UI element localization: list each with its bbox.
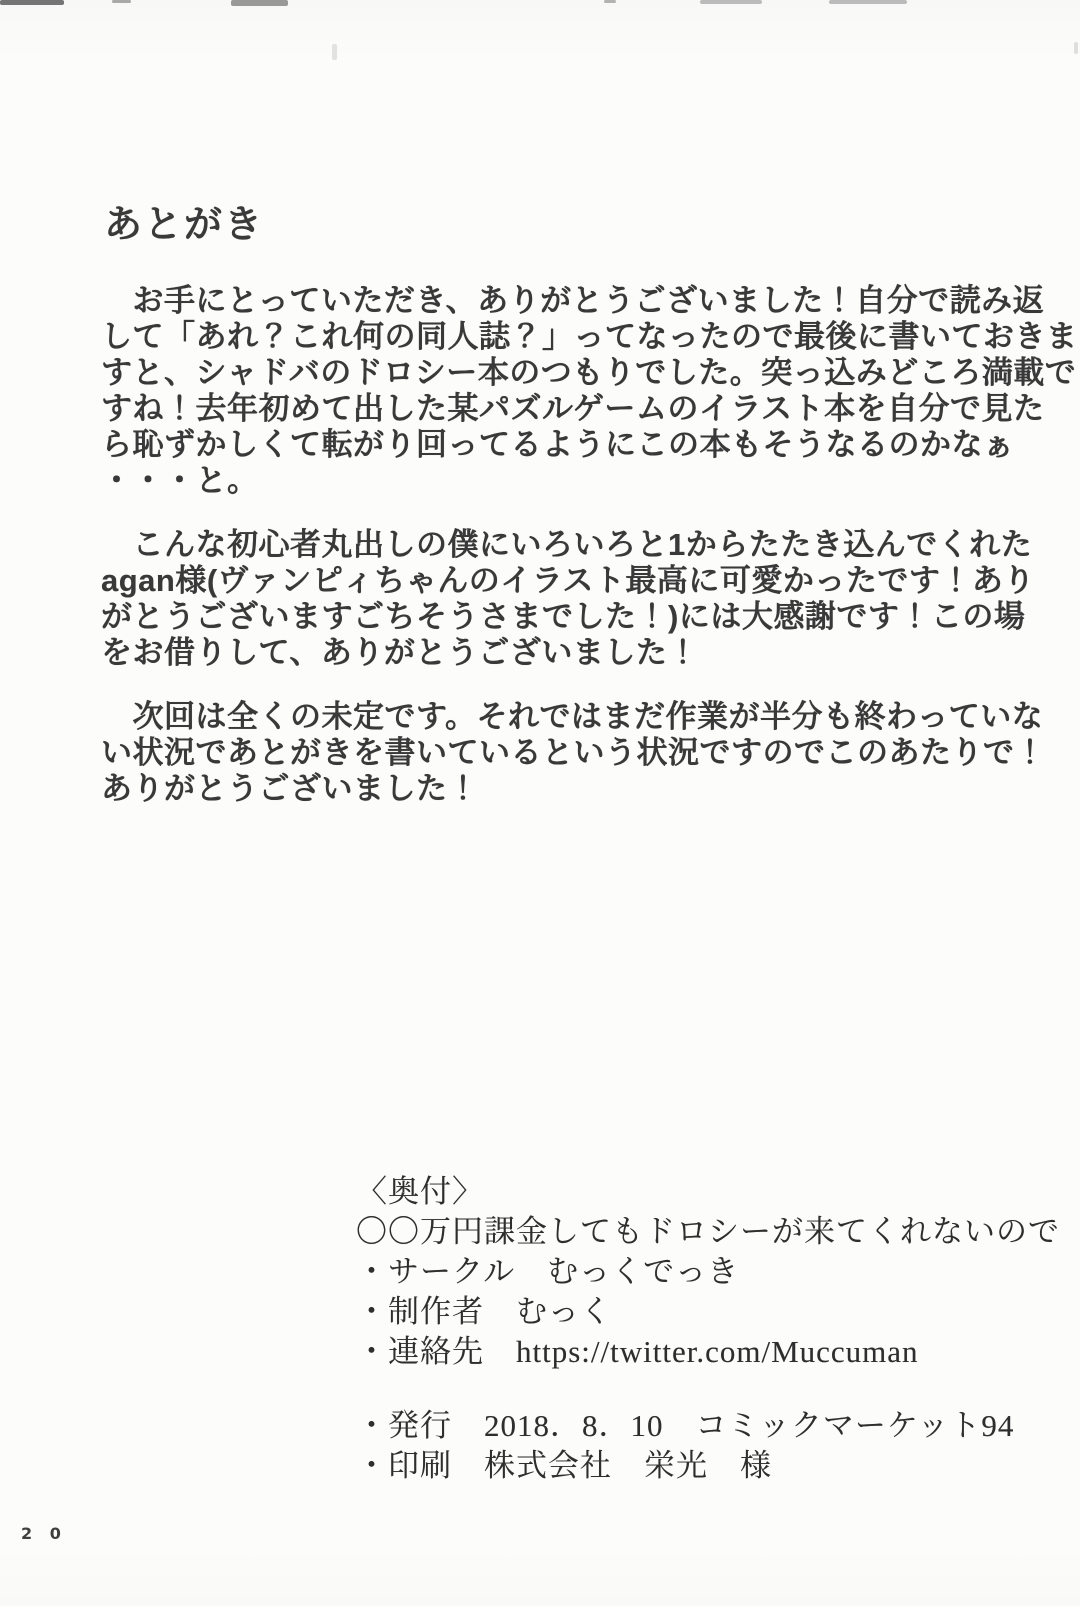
text-line: をお借りして、ありがとうございました！ — [101, 635, 699, 670]
page-number: 2 0 — [21, 1524, 67, 1543]
scan-artifact — [231, 0, 288, 6]
text-line: agan様(ヴァンピィちゃんのイラスト最高に可愛かったです！あり — [101, 563, 1035, 598]
colophon-spacer — [356, 1372, 1060, 1406]
text-line: こんな初心者丸出しの僕にいろいろと1からたたき込んでくれた — [101, 527, 1033, 562]
text-line: ・・・と。 — [101, 463, 259, 498]
scan-artifact — [700, 0, 762, 4]
scan-artifact — [112, 0, 131, 3]
scan-artifact — [1074, 42, 1078, 54]
text-line: がとうございますごちそうさまでした！)には大感謝です！この場 — [101, 599, 1026, 634]
text-line: い状況であとがきを書いているという状況ですのでこのあたりで！ — [101, 735, 1046, 770]
scan-artifact — [829, 0, 907, 4]
page-title: あとがき — [104, 204, 265, 246]
colophon-contact-url: ・連絡先 https://twitter.com/Muccuman — [356, 1334, 919, 1369]
colophon-circle: ・サークル むっくでっき — [356, 1254, 740, 1289]
text-line: 次回は全くの未定です。それではまだ作業が半分も終わっていな — [101, 699, 1044, 734]
colophon-heading: 〈奥付〉 — [356, 1174, 484, 1209]
colophon-printer: ・印刷 株式会社 栄光 様 — [356, 1448, 772, 1483]
colophon — [356, 1172, 1060, 1486]
text-line: ありがとうございました！ — [101, 771, 479, 806]
text-line: すと、シャドバのドロシー本のつもりでした。突っ込みどころ満載で — [101, 355, 1077, 390]
afterword-text — [101, 283, 1078, 835]
afterword-paragraph-1 — [101, 283, 1078, 499]
scan-artifact — [0, 0, 64, 5]
text-line: して「あれ？これ何の同人誌？」ってなったので最後に書いておきま — [101, 319, 1078, 354]
afterword-paragraph-2 — [101, 527, 1035, 671]
afterword-paragraph-3 — [101, 699, 1046, 807]
colophon-book-title: 〇〇万円課金してもドロシーが来てくれないので — [356, 1214, 1060, 1249]
scan-artifact — [332, 44, 337, 60]
text-line: すね！去年初めて出した某パズルゲームのイラスト本を自分で見た — [101, 391, 1045, 426]
colophon-author: ・制作者 むっく — [356, 1294, 612, 1329]
text-line: ら恥ずかしくて転がり回ってるようにこの本もそうなるのかなぁ — [101, 427, 1015, 462]
text-line: お手にとっていただき、ありがとうございました！自分で読み返 — [101, 283, 1045, 318]
colophon-published: ・発行 2018．8．10 コミックマーケット94 — [356, 1408, 1015, 1443]
scan-artifact — [604, 0, 616, 3]
